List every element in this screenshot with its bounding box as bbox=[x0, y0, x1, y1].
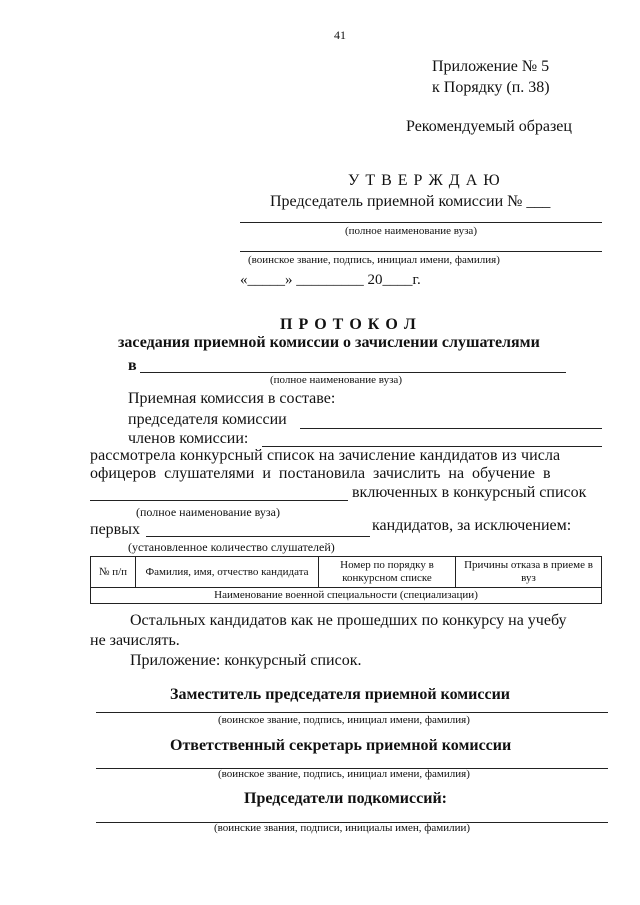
first-prefix: первых bbox=[90, 521, 140, 538]
secretary-title: Ответственный секретарь приемной комиссии bbox=[170, 737, 512, 754]
page-number: 41 bbox=[334, 28, 346, 42]
paragraph-line3-suffix: включенных в конкурсный список bbox=[352, 484, 587, 501]
composition-text: Приемная комиссия в составе: bbox=[128, 390, 336, 407]
subcommittee-caption: (воинские звания, подписи, инициалы имен, фамилии) bbox=[214, 822, 471, 834]
approve-univ-caption: (полное наименование вуза) bbox=[345, 225, 477, 237]
approve-sign-line bbox=[240, 251, 602, 252]
rest-line1: Остальных кандидатов как не прошедших по конкурсу на учебу bbox=[130, 612, 567, 629]
paragraph-line1: рассмотрела конкурсный список на зачисление кандидатов из числа bbox=[90, 447, 561, 464]
table-span-row bbox=[91, 588, 602, 604]
approve-title: У Т В Е Р Ж Д А Ю bbox=[348, 172, 501, 189]
members-label: членов комиссии: bbox=[128, 430, 249, 447]
univ-fill-line bbox=[90, 500, 348, 501]
deputy-chairman-title: Заместитель председателя приемной комиссии bbox=[170, 686, 511, 703]
approve-univ-line bbox=[240, 222, 602, 223]
quota-caption: (установленное количество слушателей) bbox=[128, 540, 335, 554]
header-number: № п/п bbox=[91, 557, 136, 588]
attachment-text: Приложение: конкурсный список. bbox=[130, 652, 362, 669]
secretary-caption: (воинское звание, подпись, инициал имени, фамилия) bbox=[218, 768, 470, 780]
univ-caption: (полное наименование вуза) bbox=[136, 505, 280, 519]
sample-label: Рекомендуемый образец bbox=[406, 118, 572, 135]
first-suffix: кандидатов, за исключением: bbox=[372, 517, 572, 534]
header-list-number: Номер по порядку в конкурсном списке bbox=[319, 557, 456, 588]
deputy-chairman-line bbox=[96, 712, 608, 713]
approve-sign-caption: (воинское звание, подпись, инициал имени, фамилия) bbox=[248, 254, 500, 266]
header-refusal-reason: Причины отказа в приеме в вуз bbox=[456, 557, 602, 588]
protocol-univ-caption: (полное наименование вуза) bbox=[270, 374, 402, 386]
protocol-univ-line bbox=[140, 372, 566, 373]
paragraph-line2: офицеров слушателями и постановила зачислить на обучение в bbox=[90, 465, 551, 482]
approve-chairman-line: Председатель приемной комиссии № ___ bbox=[270, 193, 551, 210]
chairman-label: председателя комиссии bbox=[128, 411, 287, 428]
candidates-table bbox=[90, 556, 602, 604]
header-name: Фамилия, имя, отчество кандидата bbox=[136, 557, 319, 588]
approve-date-line: «_____» _________ 20____г. bbox=[240, 272, 421, 288]
protocol-in-prefix: в bbox=[128, 357, 137, 374]
deputy-chairman-caption: (воинское звание, подпись, инициал имени, фамилия) bbox=[218, 714, 470, 726]
table-header-row bbox=[91, 557, 602, 588]
quota-line bbox=[146, 536, 370, 537]
protocol-subtitle: заседания приемной комиссии о зачислении слушателями bbox=[118, 334, 540, 351]
appendix-line2: к Порядку (п. 38) bbox=[432, 79, 550, 96]
specialty-row: Наименование военной специальности (специализации) bbox=[91, 588, 602, 604]
chairman-line bbox=[300, 428, 602, 429]
subcommittee-title: Председатели подкомиссий: bbox=[244, 790, 447, 807]
appendix-line1: Приложение № 5 bbox=[432, 58, 550, 75]
protocol-title: П Р О Т О К О Л bbox=[280, 316, 417, 333]
rest-line2: не зачислять. bbox=[90, 632, 180, 649]
